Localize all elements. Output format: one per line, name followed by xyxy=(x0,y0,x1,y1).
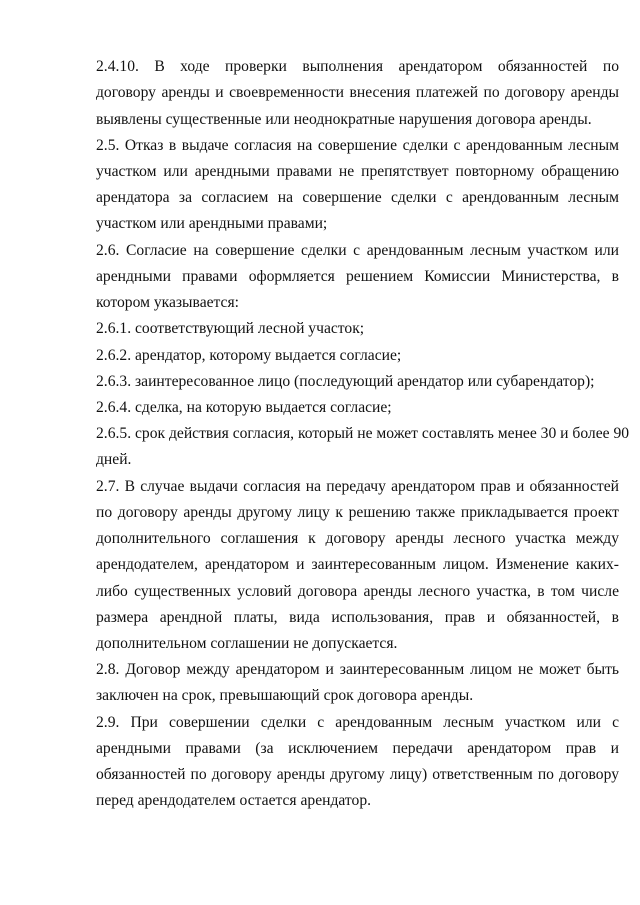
text-line: 2.8. Договор между арендатором и заинтересованным лицом не может быть xyxy=(96,661,619,678)
text-line: 2.6.5. срок действия согласия, который не может составлять менее 30 и более 90 xyxy=(96,425,630,442)
text-line: 2.6.2. арендатор, которому выдается согласие; xyxy=(96,347,402,364)
text-line: 2.6.4. сделка, на которую выдается согласие; xyxy=(96,399,392,416)
text-line: 2.6. Согласие на совершение сделки с арендованным лесным участком или xyxy=(96,242,619,259)
text-line: участком или арендными правами; xyxy=(96,215,328,232)
text-line: 2.6.3. заинтересованное лицо (последующий арендатор или субарендатор); xyxy=(96,373,595,390)
text-line: 2.6.1. соответствующий лесной участок; xyxy=(96,320,365,337)
text-line: дополнительного соглашения к договору аренды лесного участка между xyxy=(96,530,619,547)
text-line: перед арендодателем остается арендатор. xyxy=(96,792,372,809)
text-line: участком или арендными правами не препятствует повторному обращению xyxy=(96,163,619,180)
text-line: договору аренды и своевременности внесения платежей по договору аренды xyxy=(96,84,619,101)
text-line: заключен на срок, превышающий срок договора аренды. xyxy=(96,687,474,704)
text-line: 2.5. Отказ в выдаче согласия на совершение сделки с арендованным лесным xyxy=(96,137,619,154)
text-line: по договору аренды другому лицу к решению также прикладывается проект xyxy=(96,504,619,521)
text-line: арендатора за согласием на совершение сделки с арендованным лесным xyxy=(96,189,619,206)
text-line: 2.9. При совершении сделки с арендованным лесным участком или с xyxy=(96,714,619,731)
text-line: дней. xyxy=(96,451,132,468)
text-line: 2.7. В случае выдачи согласия на передачу арендатором прав и обязанностей xyxy=(96,478,619,495)
text-line: арендными правами оформляется решением Комиссии Министерства, в xyxy=(96,268,619,285)
text-line: арендными правами (за исключением передачи арендатором прав и xyxy=(96,740,619,757)
text-line: размера арендной платы, вида использования, прав и обязанностей, в xyxy=(96,609,619,626)
text-line: обязанностей по договору аренды другому лицу) ответственным по договору xyxy=(96,766,619,783)
text-line: выявлены существенные или неоднократные нарушения договора аренды. xyxy=(96,111,592,128)
text-line: либо существенных условий договора аренды лесного участка, в том числе xyxy=(96,583,619,600)
text-line: дополнительном соглашении не допускается. xyxy=(96,635,398,652)
text-line: арендодателем, арендатором и заинтересованным лицом. Изменение каких- xyxy=(96,556,619,573)
text-line: 2.4.10. В ходе проверки выполнения арендатором обязанностей по xyxy=(96,58,619,75)
text-line: котором указывается: xyxy=(96,294,239,311)
